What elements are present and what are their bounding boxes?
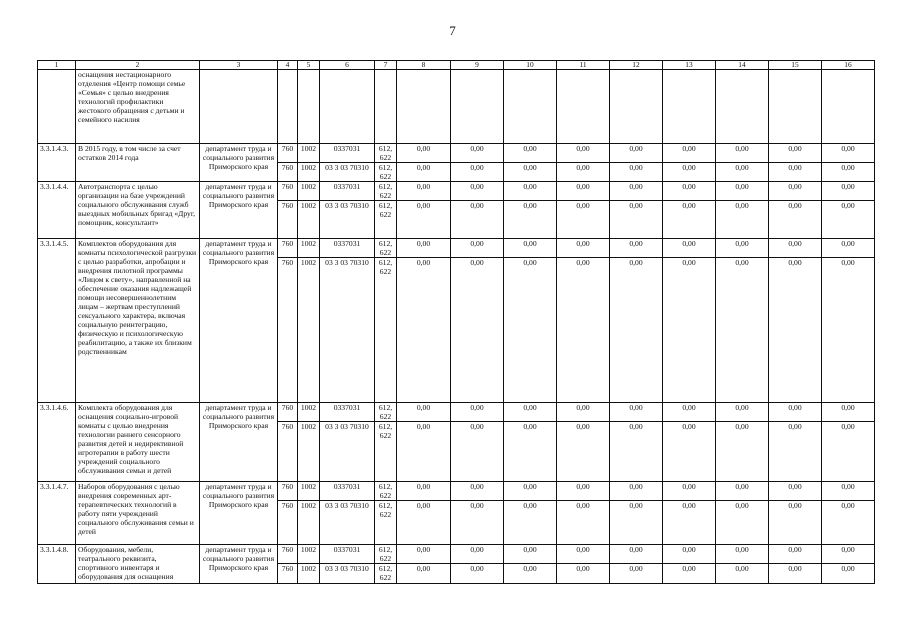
- column-header: 9: [451, 61, 504, 70]
- column-header: 3: [200, 61, 278, 70]
- amount-cell: 0,00: [769, 144, 822, 163]
- amount-cell: 0,00: [822, 239, 875, 258]
- amount-cell: 0,00: [397, 545, 451, 564]
- amount-cell: 0,00: [504, 239, 557, 258]
- amount-cell: 0,00: [451, 403, 504, 422]
- amount-cell: 0,00: [504, 422, 557, 482]
- code-section: 1002: [298, 545, 320, 564]
- amount-cell: 0,00: [504, 501, 557, 545]
- amount-cell: 0,00: [557, 201, 610, 239]
- code-ministry: 760: [278, 501, 298, 545]
- amount-cell: 0,00: [451, 482, 504, 501]
- amount-cell: 0,00: [769, 564, 822, 584]
- amount-cell: 0,00: [822, 403, 875, 422]
- amount-cell: 0,00: [822, 258, 875, 403]
- amount-cell: 0,00: [663, 422, 716, 482]
- amount-cell: 0,00: [663, 182, 716, 201]
- amount-cell: 0,00: [557, 403, 610, 422]
- amount-cell: 0,00: [769, 182, 822, 201]
- table-row: [38, 482, 875, 501]
- code-expense: 612, 622: [375, 201, 397, 239]
- amount-cell: 0,00: [557, 482, 610, 501]
- amount-cell: 0,00: [716, 182, 769, 201]
- item-description: Комплекта оборудования для оснащения социально-игровой комнаты с целью внедрения технологии раннего сенсорного развития детей и недирективной игротерапии в работу шести учреждений социального обслуживания семьи и детей: [76, 403, 200, 482]
- amount-cell: 0,00: [716, 258, 769, 403]
- code-section: 1002: [298, 144, 320, 163]
- amount-cell: 0,00: [451, 422, 504, 482]
- amount-cell: 0,00: [610, 482, 663, 501]
- code-target: 03 3 03 70310: [320, 258, 375, 403]
- amount-cell: 0,00: [451, 201, 504, 239]
- amount-cell: 0,00: [451, 545, 504, 564]
- department: департамент труда и социального развития Приморского края: [200, 482, 278, 545]
- amount-cell: 0,00: [451, 144, 504, 163]
- item-description: Автотранспорта с целью организации на базе учреждений социального обслуживания служб выездных мобильных бригад «Друг, помощник, консультант»: [76, 182, 200, 239]
- amount-cell: 0,00: [716, 482, 769, 501]
- column-header: 15: [769, 61, 822, 70]
- item-number: 3.3.1.4.7.: [38, 482, 76, 545]
- amount-cell: 0,00: [397, 422, 451, 482]
- amount-cell: 0,00: [769, 482, 822, 501]
- code-section: 1002: [298, 163, 320, 182]
- code-expense: 612, 622: [375, 163, 397, 182]
- amount-cell: 0,00: [769, 403, 822, 422]
- code-target: 03 3 03 70310: [320, 501, 375, 545]
- amount-cell: 0,00: [397, 482, 451, 501]
- amount-cell: 0,00: [769, 201, 822, 239]
- amount-cell: 0,00: [716, 501, 769, 545]
- amount-cell: 0,00: [557, 545, 610, 564]
- code-target: 03 3 03 70310: [320, 422, 375, 482]
- amount-cell: 0,00: [397, 182, 451, 201]
- column-header: 2: [76, 61, 200, 70]
- code-expense: 612, 622: [375, 564, 397, 584]
- amount-cell: 0,00: [663, 545, 716, 564]
- amount-cell: 0,00: [822, 482, 875, 501]
- amount-cell: 0,00: [557, 144, 610, 163]
- column-header: 4: [278, 61, 298, 70]
- column-header: 8: [397, 61, 451, 70]
- amount-cell: 0,00: [769, 258, 822, 403]
- amount-cell: 0,00: [822, 422, 875, 482]
- amount-cell: 0,00: [769, 501, 822, 545]
- amount-cell: 0,00: [610, 258, 663, 403]
- code-target: 0337031: [320, 182, 375, 201]
- code-target: 0337031: [320, 239, 375, 258]
- amount-cell: 0,00: [504, 201, 557, 239]
- amount-cell: 0,00: [504, 144, 557, 163]
- amount-cell: 0,00: [451, 163, 504, 182]
- code-expense: 612, 622: [375, 422, 397, 482]
- code-target: 0337031: [320, 403, 375, 422]
- amount-cell: 0,00: [716, 564, 769, 584]
- department: департамент труда и социального развития Приморского края: [200, 239, 278, 403]
- amount-cell: 0,00: [557, 564, 610, 584]
- amount-cell: 0,00: [610, 545, 663, 564]
- amount-cell: 0,00: [397, 403, 451, 422]
- amount-cell: 0,00: [557, 239, 610, 258]
- item-description: Оборудования, мебели, театрального реквизита, спортивного инвентаря и оборудования для оснащения: [76, 545, 200, 584]
- amount-cell: 0,00: [504, 182, 557, 201]
- amount-cell: 0,00: [451, 501, 504, 545]
- amount-cell: 0,00: [663, 201, 716, 239]
- amount-cell: 0,00: [504, 564, 557, 584]
- department: департамент труда и социального развития Приморского края: [200, 144, 278, 182]
- amount-cell: 0,00: [663, 144, 716, 163]
- code-target: 0337031: [320, 144, 375, 163]
- amount-cell: 0,00: [397, 239, 451, 258]
- amount-cell: 0,00: [557, 501, 610, 545]
- amount-cell: 0,00: [557, 182, 610, 201]
- amount-cell: 0,00: [663, 482, 716, 501]
- code-expense: 612, 622: [375, 501, 397, 545]
- code-ministry: 760: [278, 239, 298, 258]
- code-section: 1002: [298, 482, 320, 501]
- code-expense: 612, 622: [375, 403, 397, 422]
- code-ministry: 760: [278, 201, 298, 239]
- amount-cell: 0,00: [504, 163, 557, 182]
- amount-cell: 0,00: [397, 501, 451, 545]
- code-ministry: 760: [278, 564, 298, 584]
- amount-cell: 0,00: [397, 258, 451, 403]
- code-ministry: 760: [278, 182, 298, 201]
- column-header: 16: [822, 61, 875, 70]
- amount-cell: 0,00: [451, 258, 504, 403]
- amount-cell: 0,00: [663, 501, 716, 545]
- amount-cell: 0,00: [822, 201, 875, 239]
- department: департамент труда и социального развития Приморского края: [200, 545, 278, 584]
- item-number: 3.3.1.4.6.: [38, 403, 76, 482]
- amount-cell: 0,00: [822, 163, 875, 182]
- code-section: 1002: [298, 201, 320, 239]
- amount-cell: 0,00: [610, 163, 663, 182]
- column-header: 14: [716, 61, 769, 70]
- amount-cell: 0,00: [610, 239, 663, 258]
- amount-cell: 0,00: [663, 239, 716, 258]
- amount-cell: 0,00: [610, 201, 663, 239]
- continuation-row: [38, 70, 875, 144]
- amount-cell: 0,00: [504, 482, 557, 501]
- amount-cell: 0,00: [610, 564, 663, 584]
- amount-cell: 0,00: [397, 144, 451, 163]
- amount-cell: 0,00: [769, 239, 822, 258]
- table-row: [38, 239, 875, 258]
- amount-cell: 0,00: [557, 422, 610, 482]
- code-section: 1002: [298, 258, 320, 403]
- budget-table: [37, 60, 875, 584]
- department: департамент труда и социального развития Приморского края: [200, 182, 278, 239]
- page-number: 7: [449, 23, 456, 38]
- amount-cell: 0,00: [663, 564, 716, 584]
- item-description: Наборов оборудования с целью внедрения современных арт-терапевтических технологий в работу пяти учреждений социального обслуживания семьи и детей: [76, 482, 200, 545]
- item-description: В 2015 году, в том числе за счет остатков 2014 года: [76, 144, 200, 182]
- amount-cell: 0,00: [610, 144, 663, 163]
- amount-cell: 0,00: [769, 163, 822, 182]
- amount-cell: 0,00: [769, 422, 822, 482]
- header-row: [38, 61, 875, 70]
- amount-cell: 0,00: [822, 182, 875, 201]
- amount-cell: 0,00: [504, 545, 557, 564]
- code-ministry: 760: [278, 482, 298, 501]
- code-expense: 612, 622: [375, 144, 397, 163]
- amount-cell: 0,00: [397, 201, 451, 239]
- amount-cell: 0,00: [716, 545, 769, 564]
- code-ministry: 760: [278, 403, 298, 422]
- code-expense: 612, 622: [375, 182, 397, 201]
- column-header: 1: [38, 61, 76, 70]
- item-number: 3.3.1.4.8.: [38, 545, 76, 584]
- column-header: 12: [610, 61, 663, 70]
- amount-cell: 0,00: [822, 564, 875, 584]
- code-target: 0337031: [320, 545, 375, 564]
- table-row: [38, 144, 875, 163]
- table-row: [38, 545, 875, 564]
- item-number: 3.3.1.4.3.: [38, 144, 76, 182]
- item-number: 3.3.1.4.4.: [38, 182, 76, 239]
- amount-cell: 0,00: [822, 501, 875, 545]
- item-description: Комплектов оборудования для комнаты психологической разгрузки с целью разработки, апробации и внедрения пилотной программы «Лицом к свету», направленной на обеспечение оказания надлежащей помощи несовершеннолетним лицам – жертвам преступлений сексуального характера, включая социальную реинтеграцию, физическую и психологическую реабилитацию, а также их близким родственникам: [76, 239, 200, 403]
- amount-cell: 0,00: [663, 163, 716, 182]
- code-expense: 612, 622: [375, 545, 397, 564]
- code-section: 1002: [298, 564, 320, 584]
- table-row: [38, 403, 875, 422]
- column-header: 7: [375, 61, 397, 70]
- code-ministry: 760: [278, 258, 298, 403]
- amount-cell: 0,00: [716, 422, 769, 482]
- table-row: [38, 182, 875, 201]
- code-target: 03 3 03 70310: [320, 201, 375, 239]
- amount-cell: 0,00: [663, 403, 716, 422]
- code-section: 1002: [298, 239, 320, 258]
- code-section: 1002: [298, 182, 320, 201]
- code-ministry: 760: [278, 422, 298, 482]
- amount-cell: 0,00: [451, 182, 504, 201]
- code-section: 1002: [298, 501, 320, 545]
- amount-cell: 0,00: [822, 144, 875, 163]
- amount-cell: 0,00: [716, 144, 769, 163]
- code-ministry: 760: [278, 144, 298, 163]
- amount-cell: 0,00: [557, 163, 610, 182]
- amount-cell: 0,00: [557, 258, 610, 403]
- amount-cell: 0,00: [769, 545, 822, 564]
- code-section: 1002: [298, 422, 320, 482]
- amount-cell: 0,00: [610, 403, 663, 422]
- column-header: 5: [298, 61, 320, 70]
- amount-cell: 0,00: [716, 163, 769, 182]
- code-ministry: 760: [278, 163, 298, 182]
- code-target: 0337031: [320, 482, 375, 501]
- amount-cell: 0,00: [716, 201, 769, 239]
- code-expense: 612, 622: [375, 258, 397, 403]
- amount-cell: 0,00: [397, 564, 451, 584]
- amount-cell: 0,00: [610, 422, 663, 482]
- code-expense: 612, 622: [375, 482, 397, 501]
- amount-cell: 0,00: [397, 163, 451, 182]
- amount-cell: 0,00: [822, 545, 875, 564]
- amount-cell: 0,00: [610, 182, 663, 201]
- department: департамент труда и социального развития Приморского края: [200, 403, 278, 482]
- item-number: 3.3.1.4.5.: [38, 239, 76, 403]
- amount-cell: 0,00: [451, 564, 504, 584]
- amount-cell: 0,00: [451, 239, 504, 258]
- amount-cell: 0,00: [663, 258, 716, 403]
- column-header: 11: [557, 61, 610, 70]
- column-header: 10: [504, 61, 557, 70]
- code-target: 03 3 03 70310: [320, 163, 375, 182]
- amount-cell: 0,00: [610, 501, 663, 545]
- continuation-text: оснащения нестационарного отделения «Центр помощи семье «Семья» с целью внедрения технологий профилактики жестокого обращения с детьми и семейного насилия: [76, 70, 200, 144]
- amount-cell: 0,00: [504, 403, 557, 422]
- amount-cell: 0,00: [504, 258, 557, 403]
- amount-cell: 0,00: [716, 403, 769, 422]
- code-target: 03 3 03 70310: [320, 564, 375, 584]
- cell-num: [38, 70, 76, 144]
- column-header: 13: [663, 61, 716, 70]
- code-expense: 612, 622: [375, 239, 397, 258]
- code-section: 1002: [298, 403, 320, 422]
- amount-cell: 0,00: [716, 239, 769, 258]
- code-ministry: 760: [278, 545, 298, 564]
- column-header: 6: [320, 61, 375, 70]
